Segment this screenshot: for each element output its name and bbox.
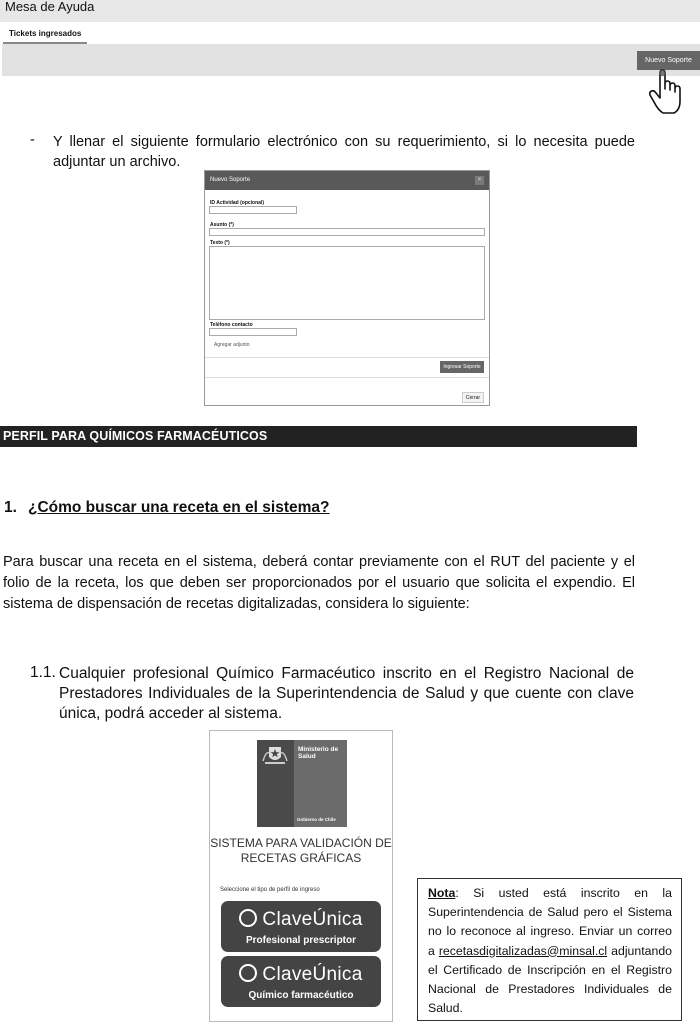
claveunica-farmaceutico-button[interactable] — [221, 956, 381, 1007]
claveunica-icon — [239, 964, 257, 982]
claveunica-icon — [239, 909, 257, 927]
note-box — [417, 878, 682, 1021]
modal-title: Nuevo Soporte — [210, 177, 251, 183]
step-text: Y llenar el siguiente formulario electrónico con su requerimiento, si lo necesita puede adjuntar un archivo. — [53, 134, 635, 170]
login-screenshot — [209, 730, 393, 1022]
support-email-link[interactable]: recetasdigitalizadas@minsal.cl — [438, 943, 608, 958]
note-label: Nota — [428, 886, 456, 900]
claveunica-logo — [221, 964, 381, 986]
new-support-modal — [204, 170, 490, 406]
helpdesk-screenshot — [0, 0, 700, 76]
question-heading — [4, 499, 330, 517]
submit-support-button[interactable]: Ingresar Soporte — [440, 361, 484, 373]
phone-label: Teléfono contacto — [210, 322, 253, 328]
attach-link[interactable]: Agregar adjunto — [214, 342, 250, 348]
note-text: : Si usted está inscrito en la Superintendencia de Salud pero el Sistema no lo reconoce al ingreso. Enviar un correo a — [428, 886, 672, 958]
close-button[interactable]: Cerrar — [462, 392, 484, 403]
phone-input[interactable] — [209, 328, 297, 336]
profile-select-label: Seleccione el tipo de perfil de ingreso — [220, 887, 320, 893]
section-header: PERFIL PARA QUÍMICOS FARMACÉUTICOS — [0, 426, 637, 447]
modal-header — [205, 171, 489, 190]
subject-label: Asunto (*) — [210, 222, 234, 228]
government-name: Gobierno de Chile — [297, 817, 336, 822]
activity-id-input[interactable] — [209, 206, 297, 214]
system-title: SISTEMA PARA VALIDACIÓN DE RECETAS GRÁFICAS — [210, 836, 392, 865]
point-number: 1.1. — [30, 664, 56, 681]
ministry-name: Ministerio de Salud — [298, 746, 339, 760]
divider — [205, 377, 489, 378]
ministry-logo — [257, 740, 347, 827]
tab-tickets[interactable]: Tickets ingresados — [3, 22, 87, 44]
point-text: Cualquier profesional Químico Farmacéutico inscrito en el Registro Nacional de Prestadores Individuales de la Superintendencia de Salud y que cuente con clave única, podrá acceder al sistema. — [59, 665, 634, 722]
toolbar — [2, 44, 700, 76]
intro-paragraph: Para buscar una receta en el sistema, deberá contar previamente con el RUT del paciente y el folio de la receta, los que deben ser proporcionados por el usuario que solicita el expendio. El sistema de dispensación de recetas digitalizadas, considera lo siguiente: — [3, 554, 635, 612]
text-textarea[interactable] — [209, 246, 485, 320]
text-label: Texto (*) — [210, 240, 230, 246]
claveunica-brand: ClaveÚnica — [262, 964, 363, 985]
helpdesk-title: Mesa de Ayuda — [0, 0, 700, 22]
list-bullet: - — [30, 132, 35, 148]
divider — [205, 357, 489, 358]
profile-label: Químico farmacéutico — [248, 990, 354, 1001]
claveunica-brand: ClaveÚnica — [262, 909, 363, 930]
subject-input[interactable] — [209, 228, 485, 236]
note-text-end: adjuntando el Certificado de Inscripción en el Registro Nacional de Prestadores Individuales de Salud. — [428, 943, 672, 1016]
close-icon[interactable]: × — [475, 176, 484, 185]
question-number: 1. — [4, 499, 17, 516]
coat-of-arms-icon — [260, 743, 290, 767]
question-text: ¿Cómo buscar una receta en el sistema? — [28, 499, 330, 516]
pointer-hand-icon — [648, 69, 684, 115]
new-support-button[interactable]: Nuevo Soporte — [637, 51, 700, 70]
claveunica-prescriptor-button[interactable] — [221, 901, 381, 952]
activity-id-label: ID Actividad (opcional) — [210, 200, 264, 206]
profile-label: Profesional prescriptor — [245, 935, 357, 946]
claveunica-logo — [221, 909, 381, 931]
